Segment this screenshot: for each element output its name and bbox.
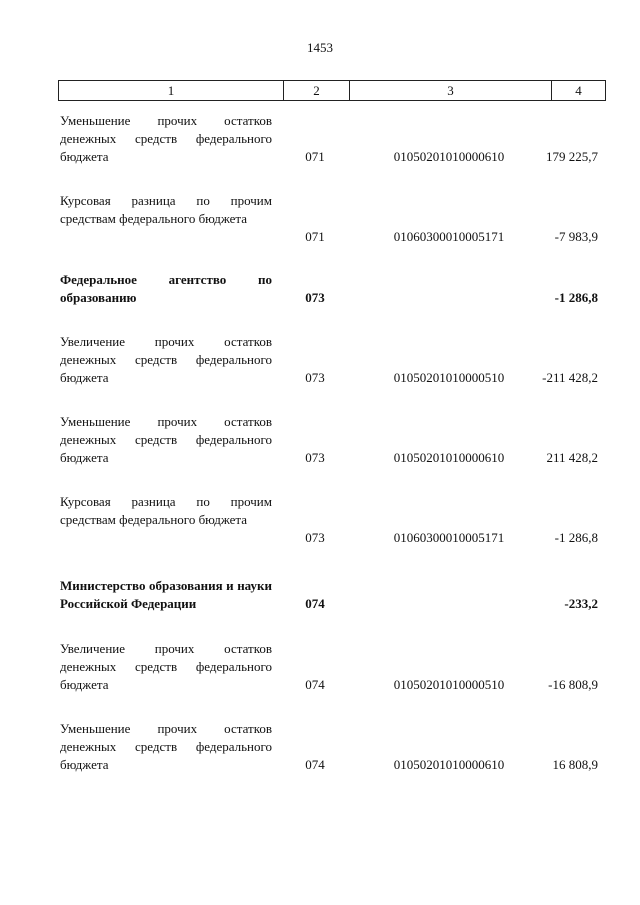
row-code: 074 — [305, 757, 325, 772]
page-number: 1453 — [307, 40, 333, 55]
row-kbk: 01060300010005171 — [393, 530, 505, 545]
row-amount: 16 808,9 — [552, 757, 598, 772]
row-kbk: 01050201010000510 — [393, 677, 505, 692]
row-code: 073 — [305, 370, 325, 385]
row-description: Увеличение прочих остатков денежных средств федерального бюджета — [60, 334, 272, 385]
header-col-2: 2 — [283, 81, 349, 100]
row-amount: 179 225,7 — [546, 149, 598, 164]
row-code: 073 — [305, 530, 325, 545]
row-amount: 211 428,2 — [546, 450, 598, 465]
row-description: Федеральное агентство по образованию — [60, 272, 272, 305]
row-code: 073 — [305, 290, 325, 305]
row-kbk: 01050201010000610 — [393, 149, 505, 164]
row-description: Увеличение прочих остатков денежных средств федерального бюджета — [60, 641, 272, 692]
row-code: 073 — [305, 450, 325, 465]
row-description: Курсовая разница по прочим средствам федерального бюджета — [60, 193, 272, 226]
row-description: Уменьшение прочих остатков денежных средств федерального бюджета — [60, 113, 272, 164]
row-amount: -1 286,8 — [554, 290, 598, 305]
row-code: 071 — [305, 229, 325, 244]
row-description: Курсовая разница по прочим средствам федерального бюджета — [60, 494, 272, 527]
row-description: Министерство образования и науки Российской Федерации — [60, 578, 272, 611]
row-description: Уменьшение прочих остатков денежных средств федерального бюджета — [60, 721, 272, 772]
row-kbk: 01060300010005171 — [393, 229, 505, 244]
row-amount: -233,2 — [564, 596, 598, 611]
row-amount: -7 983,9 — [554, 229, 598, 244]
header-col-4: 4 — [551, 81, 605, 100]
row-code: 074 — [305, 677, 325, 692]
row-code: 071 — [305, 149, 325, 164]
header-col-3: 3 — [349, 81, 551, 100]
row-description: Уменьшение прочих остатков денежных средств федерального бюджета — [60, 414, 272, 465]
row-amount: -211 428,2 — [542, 370, 598, 385]
row-kbk: 01050201010000610 — [393, 450, 505, 465]
row-code: 074 — [305, 596, 325, 611]
row-amount: -1 286,8 — [554, 530, 598, 545]
row-kbk: 01050201010000510 — [393, 370, 505, 385]
row-kbk: 01050201010000610 — [393, 757, 505, 772]
header-col-1: 1 — [167, 83, 175, 98]
row-amount: -16 808,9 — [548, 677, 598, 692]
table-header — [58, 80, 606, 101]
